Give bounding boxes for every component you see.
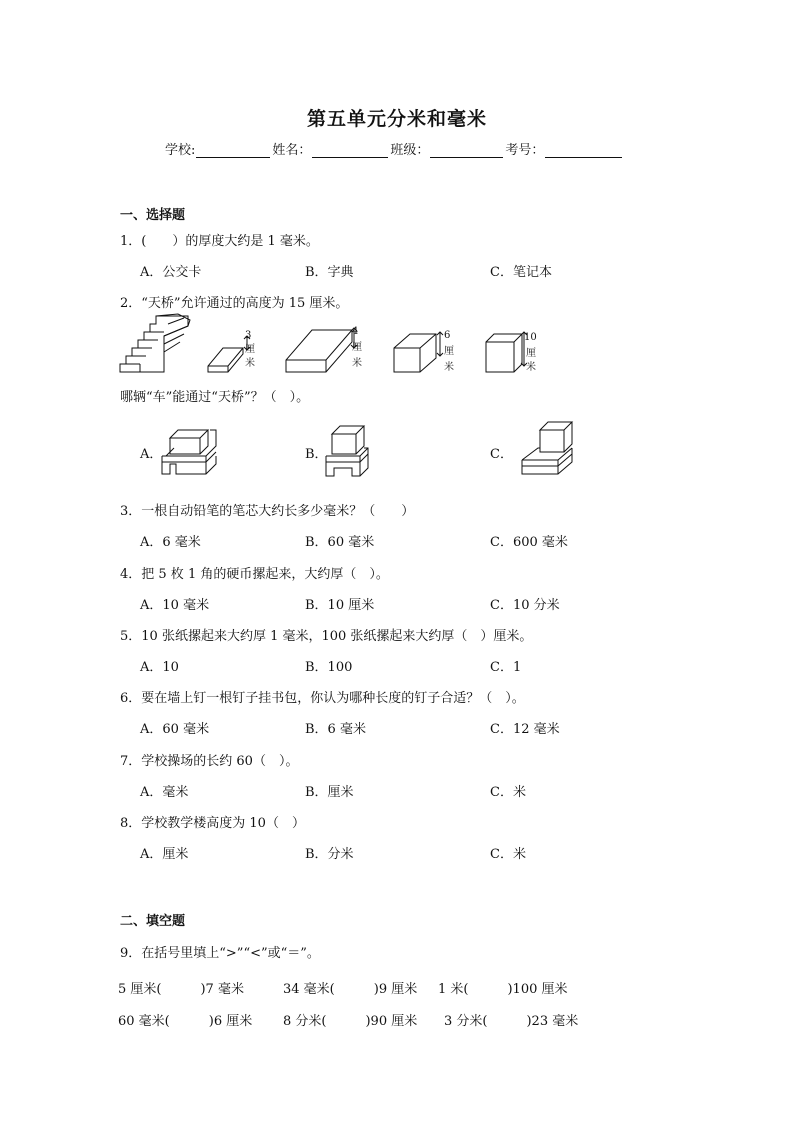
compare-5cm-7mm[interactable]: 5 厘米( )7 毫米	[118, 982, 244, 997]
box-4cm-icon	[286, 328, 357, 372]
question-8: 8．学校教学楼高度为 10（ ）	[120, 816, 305, 831]
box3-label-num: 6	[444, 330, 451, 341]
question-2: 2．“天桥”允许通过的高度为 15 厘米。	[120, 296, 349, 311]
name-blank[interactable]	[312, 143, 388, 158]
box-6cm-icon	[394, 332, 443, 372]
box4-label-mi: 米	[526, 362, 536, 373]
box1-label-li: 厘	[245, 344, 255, 355]
box2-label-mi: 米	[352, 358, 362, 369]
box3-label-li: 厘	[444, 346, 454, 357]
q4-option-a[interactable]: A．10 毫米	[140, 598, 210, 613]
q5-option-c[interactable]: C．1	[490, 660, 522, 675]
section-title-choice: 一、选择题	[120, 208, 186, 223]
q7-option-b[interactable]: B．厘米	[305, 785, 354, 800]
q8-option-a[interactable]: A．厘米	[140, 847, 189, 862]
question-3: 3．一根自动铅笔的笔芯大约长多少毫米？（ ）	[120, 504, 415, 519]
q7-option-c[interactable]: C．米	[490, 785, 526, 800]
q6-option-a[interactable]: A．60 毫米	[140, 722, 210, 737]
compare-8dm-90cm[interactable]: 8 分米( )90 厘米	[283, 1014, 418, 1029]
name-label: 姓名：	[272, 143, 312, 158]
q8-option-b[interactable]: B．分米	[305, 847, 354, 862]
q2-option-b-figure[interactable]	[320, 418, 380, 480]
q2-option-a[interactable]: A．	[140, 447, 163, 462]
q7-option-a[interactable]: A．毫米	[140, 785, 189, 800]
question-2-prompt: 哪辆“车”能通过“天桥”？（ ）。	[120, 390, 310, 405]
q6-option-b[interactable]: B．6 毫米	[305, 722, 366, 737]
q5-option-a[interactable]: A．10	[140, 660, 179, 675]
section-title-fill-blank: 二、填空题	[120, 914, 186, 929]
box-10cm-icon	[486, 332, 527, 372]
q2-option-a-figure[interactable]	[160, 418, 220, 478]
bridge-icon	[120, 314, 190, 372]
q3-option-b[interactable]: B．60 毫米	[305, 535, 375, 550]
q2-option-c-figure[interactable]	[518, 418, 578, 482]
q4-option-b[interactable]: B．10 厘米	[305, 598, 375, 613]
q1-option-c[interactable]: C．笔记本	[490, 265, 552, 280]
page-title: 第五单元分米和毫米	[306, 108, 487, 130]
exam-no-label: 考号：	[505, 143, 545, 158]
class-label: 班级：	[390, 143, 430, 158]
box-3cm-icon	[208, 336, 250, 372]
box1-label-num: 3	[245, 330, 252, 341]
box2-label-li: 厘	[352, 342, 362, 353]
question-5: 5．10 张纸摞起来大约厚 1 毫米，100 张纸摞起来大约厚（ ）厘米。	[120, 629, 533, 644]
compare-60mm-6cm[interactable]: 60 毫米( )6 厘米	[118, 1014, 253, 1029]
student-info-line	[165, 139, 624, 158]
compare-34mm-9cm[interactable]: 34 毫米( )9 厘米	[283, 982, 418, 997]
question-9: 9．在括号里填上“>”“<”或“＝”。	[120, 946, 320, 961]
question-6: 6．要在墙上钉一根钉子挂书包，你认为哪种长度的钉子合适？（ ）。	[120, 691, 525, 706]
school-label: 学校:	[165, 143, 196, 158]
box2-label-num: 4	[352, 326, 359, 337]
bridge-and-boxes-figure	[118, 314, 548, 376]
q3-option-a[interactable]: A．6 毫米	[140, 535, 201, 550]
compare-3dm-23mm[interactable]: 3 分米( )23 毫米	[444, 1014, 579, 1029]
q5-option-b[interactable]: B．100	[305, 660, 353, 675]
box4-label-num: 10	[524, 332, 537, 343]
class-blank[interactable]	[430, 143, 503, 158]
exam-no-blank[interactable]	[545, 143, 622, 158]
question-7: 7．学校操场的长约 60（ ）。	[120, 754, 299, 769]
q2-option-b[interactable]: B．	[305, 447, 328, 462]
q6-option-c[interactable]: C．12 毫米	[490, 722, 560, 737]
q4-option-c[interactable]: C．10 分米	[490, 598, 560, 613]
question-4: 4．把 5 枚 1 角的硬币摞起来，大约厚（ ）。	[120, 567, 389, 582]
question-1: 1．( ）的厚度大约是 1 毫米。	[120, 234, 319, 249]
box1-label-mi: 米	[245, 358, 255, 369]
q2-option-c[interactable]: C．	[490, 447, 513, 462]
school-blank[interactable]	[196, 143, 270, 158]
box4-label-li: 厘	[526, 348, 536, 359]
q1-option-b[interactable]: B．字典	[305, 265, 354, 280]
q3-option-c[interactable]: C．600 毫米	[490, 535, 568, 550]
box3-label-mi: 米	[444, 362, 454, 373]
q8-option-c[interactable]: C．米	[490, 847, 526, 862]
q1-option-a[interactable]: A．公交卡	[140, 265, 202, 280]
compare-1m-100cm[interactable]: 1 米( )100 厘米	[438, 982, 568, 997]
